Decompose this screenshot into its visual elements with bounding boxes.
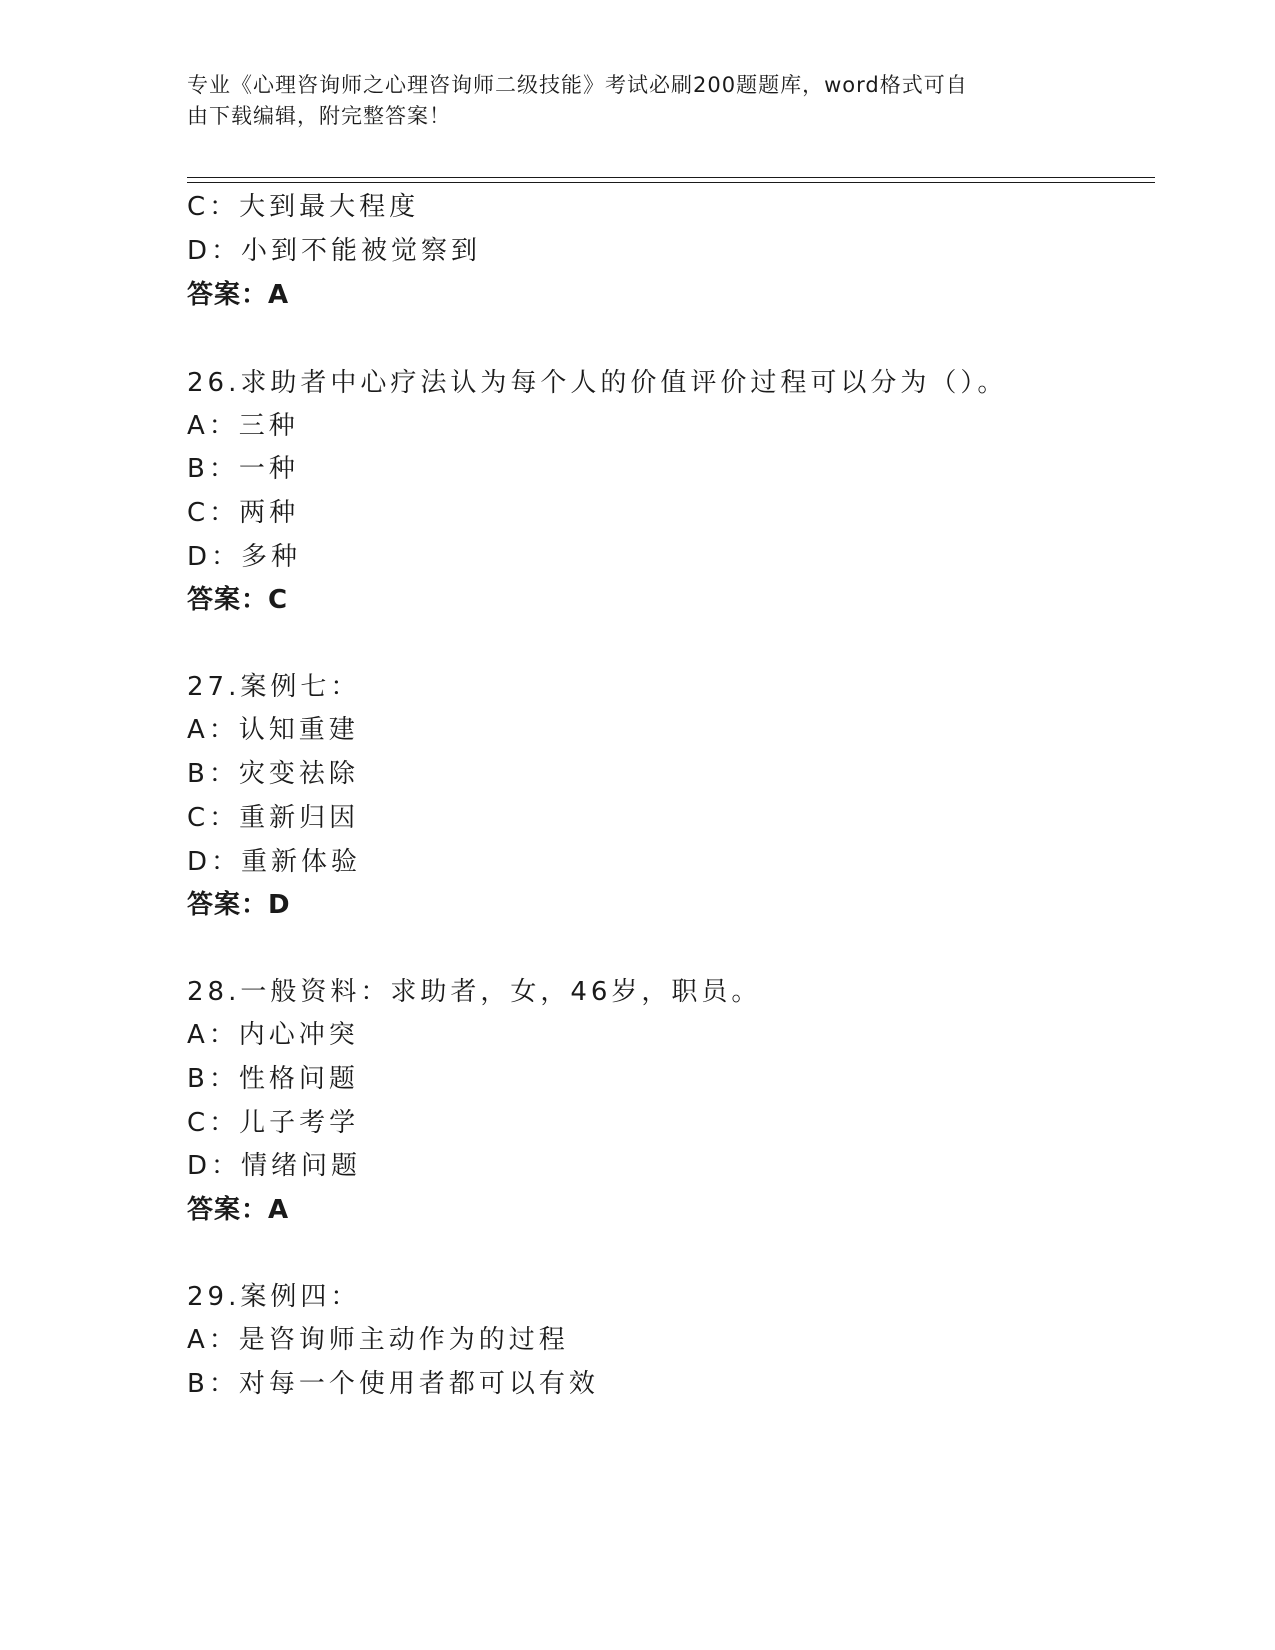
option-b: B：灾变祛除 bbox=[187, 759, 359, 789]
answer-line: 答案：A bbox=[187, 1195, 290, 1225]
header-line-1: 专业《心理咨询师之心理咨询师二级技能》考试必刷200题题库，word格式可自 bbox=[187, 73, 968, 97]
option-a: A：三种 bbox=[187, 411, 299, 441]
option-d: D：小到不能被觉察到 bbox=[187, 236, 482, 266]
option-d: D：多种 bbox=[187, 542, 302, 572]
option-c: C：重新归因 bbox=[187, 803, 360, 833]
answer-line: 答案：D bbox=[187, 890, 291, 920]
answer-line: 答案：C bbox=[187, 585, 289, 615]
option-b: B：一种 bbox=[187, 454, 299, 484]
option-b: B：性格问题 bbox=[187, 1064, 359, 1094]
answer-line: 答案：A bbox=[187, 280, 290, 310]
option-d: D：情绪问题 bbox=[187, 1151, 362, 1181]
option-c: C：儿子考学 bbox=[187, 1108, 360, 1138]
option-c: C：大到最大程度 bbox=[187, 192, 420, 222]
question-28: 28.一般资料：求助者，女，46岁，职员。 bbox=[187, 977, 762, 1007]
option-a: A：内心冲突 bbox=[187, 1020, 359, 1050]
document-header bbox=[187, 70, 1067, 132]
question-27: 27.案例七： bbox=[187, 672, 361, 702]
question-29: 29.案例四： bbox=[187, 1282, 361, 1312]
option-a: A：认知重建 bbox=[187, 715, 359, 745]
option-d: D：重新体验 bbox=[187, 847, 362, 877]
option-a: A：是咨询师主动作为的过程 bbox=[187, 1325, 569, 1355]
header-divider-bottom bbox=[187, 182, 1155, 183]
option-c: C：两种 bbox=[187, 498, 300, 528]
header-divider-top bbox=[187, 177, 1155, 178]
question-26: 26.求助者中心疗法认为每个人的价值评价过程可以分为（）。 bbox=[187, 368, 1008, 398]
option-b: B：对每一个使用者都可以有效 bbox=[187, 1369, 599, 1399]
header-line-2: 由下载编辑，附完整答案！ bbox=[187, 104, 451, 128]
